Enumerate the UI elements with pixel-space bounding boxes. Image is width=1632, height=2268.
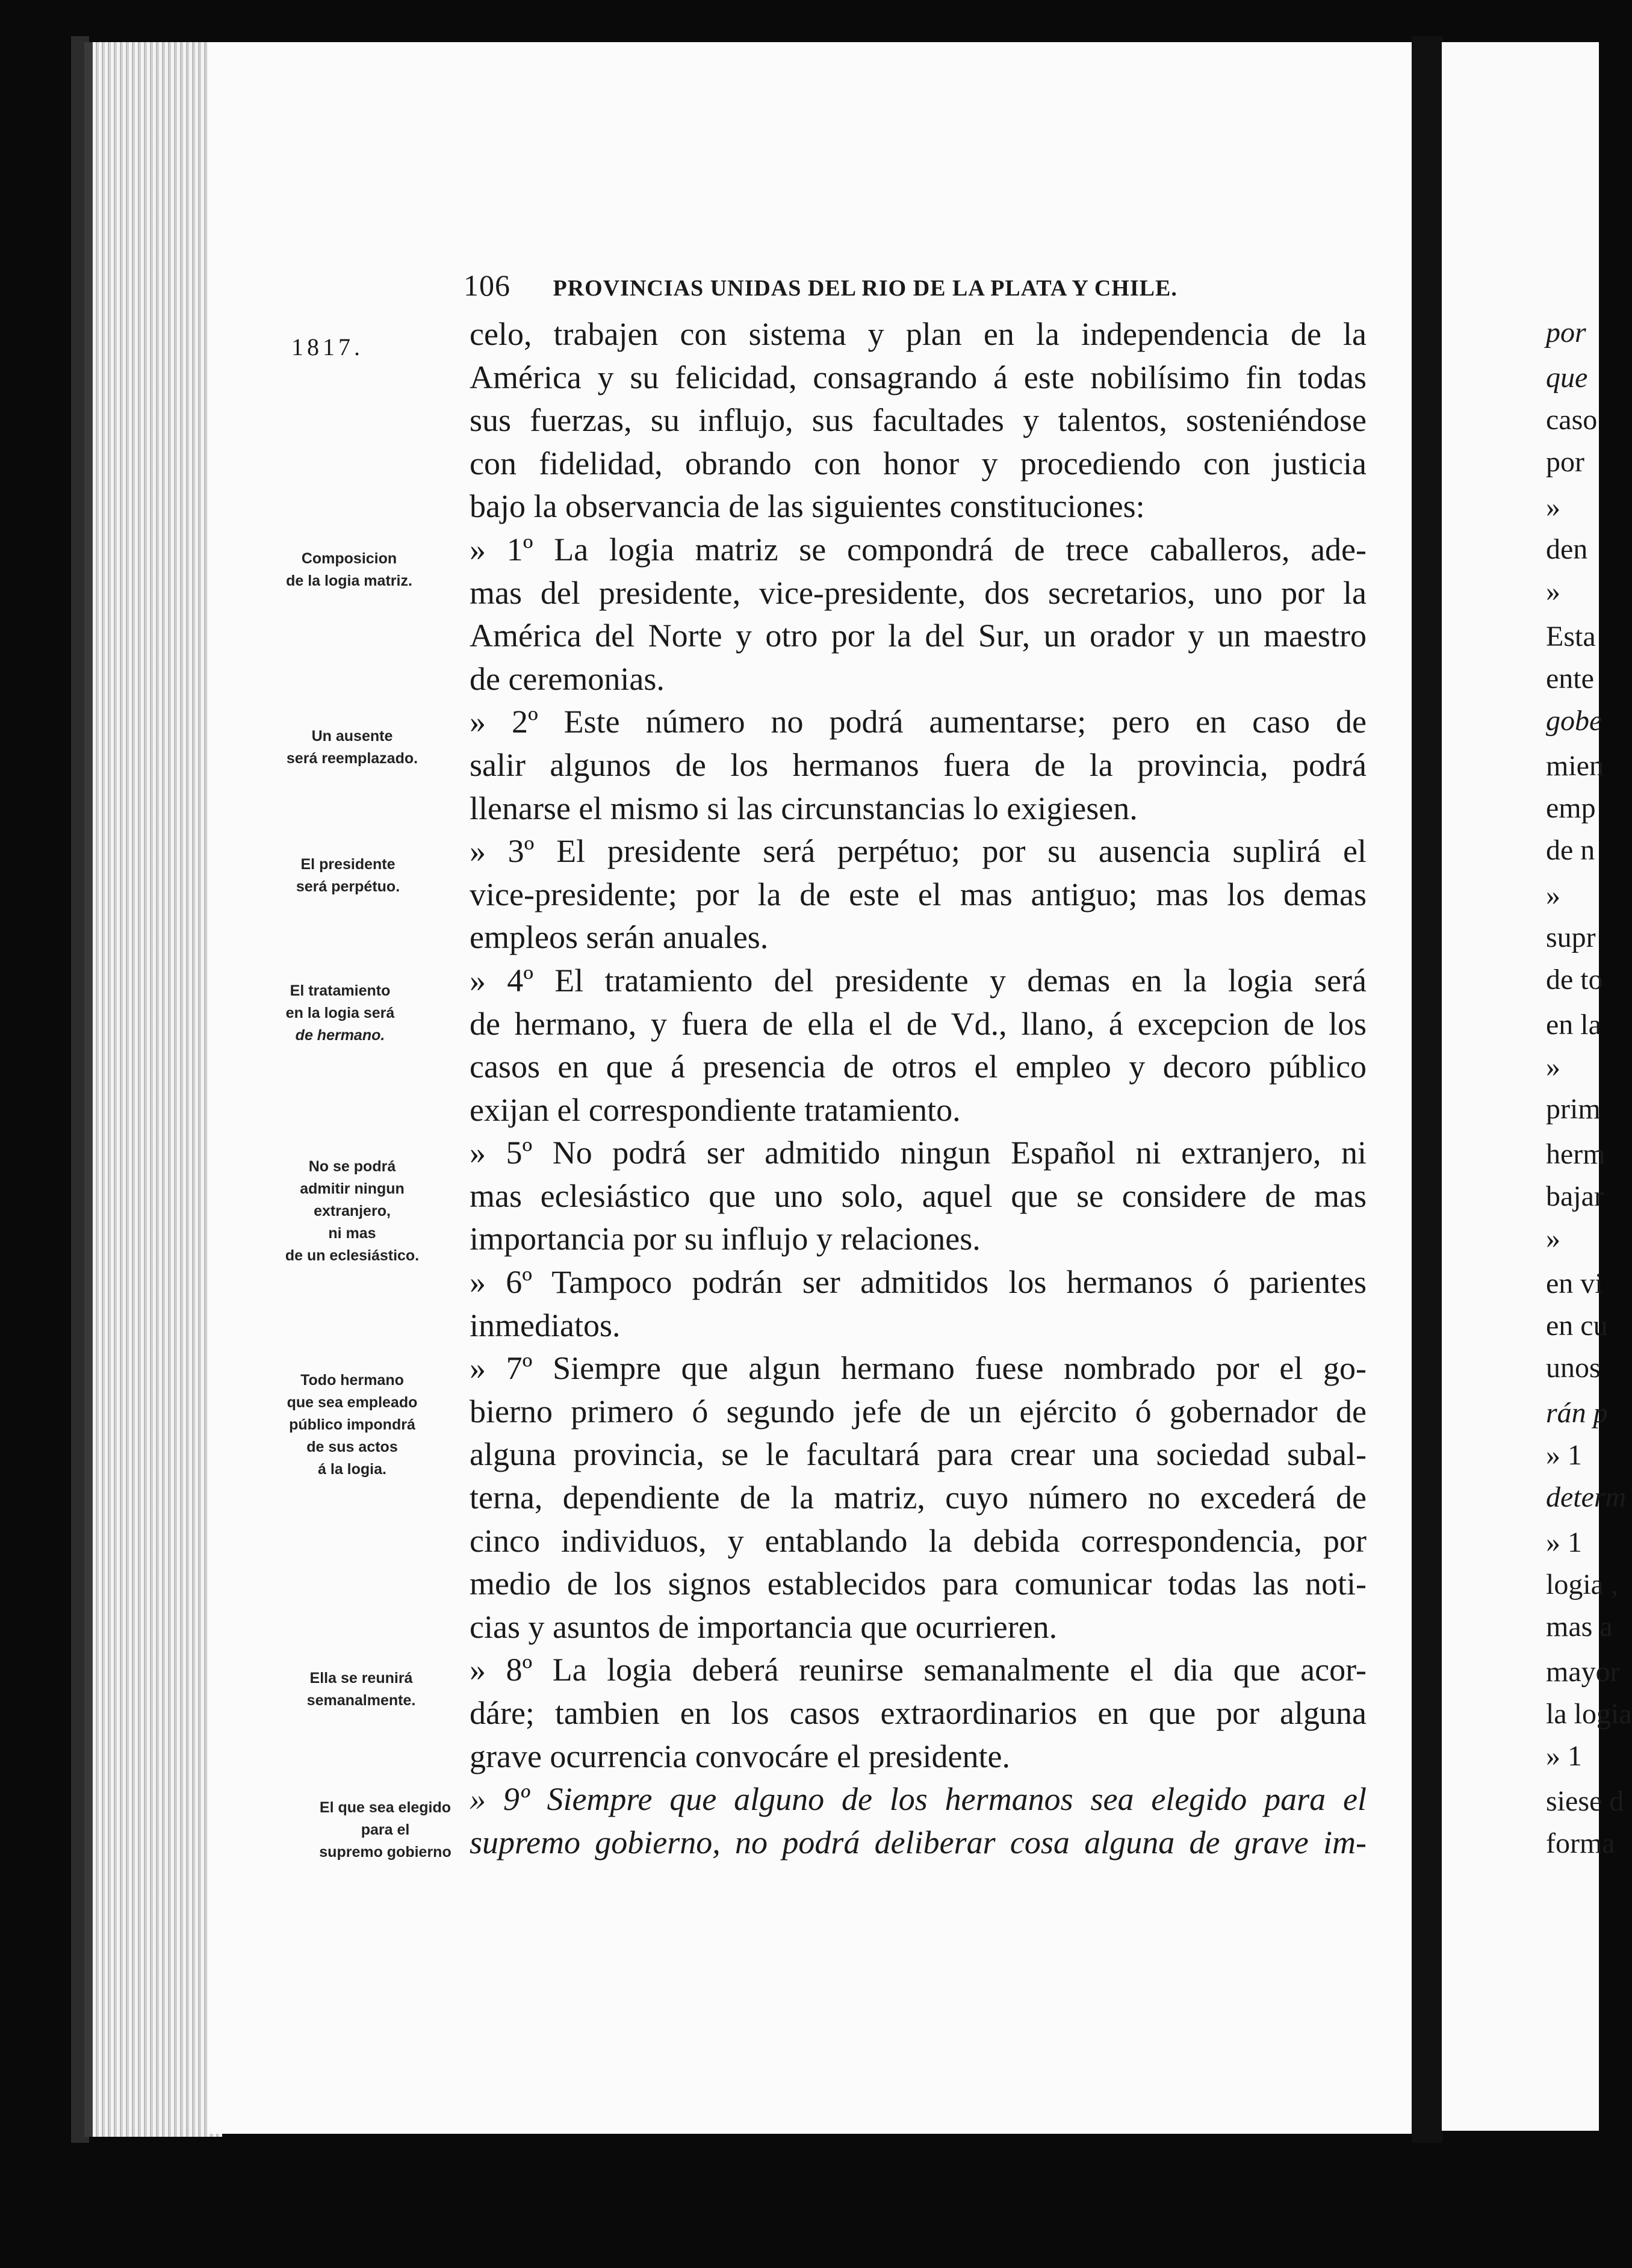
text-line: » 1º La logia matriz se compondrá de trece caballeros, ade-	[470, 531, 1367, 568]
margin-note-line: de la logia matriz.	[286, 572, 412, 589]
text-line: América del Norte y otro por la del Sur, un orador y un maestro	[470, 618, 1367, 654]
margin-note-reunira	[262, 1667, 461, 1712]
margin-note-line: ni mas	[328, 1225, 376, 1242]
right-page-line: forma	[1546, 1827, 1615, 1859]
page-edges	[84, 42, 222, 2137]
margin-note-tratamiento	[241, 980, 439, 1047]
right-page-line: » 1	[1546, 1439, 1582, 1471]
page-number: 106	[464, 268, 510, 302]
text-line: llenarse el mismo si las circunstancias lo exigiesen.	[470, 790, 1138, 826]
text-line: » 2º Este número no podrá aumentarse; pero en caso de	[470, 704, 1367, 740]
text-line: salir algunos de los hermanos fuera de la provincia, podrá	[470, 746, 1367, 783]
text-line: exijan el correspondiente tratamiento.	[470, 1091, 961, 1128]
text-line: alguna provincia, se le facultará para crear una sociedad subal-	[470, 1436, 1367, 1473]
book-gutter	[1412, 36, 1443, 2143]
text-line: grave ocurrencia convocáre el presidente.	[470, 1738, 1010, 1774]
right-page-line: supr	[1546, 922, 1596, 953]
margin-note-empleado	[253, 1369, 451, 1481]
margin-note-line: de sus actos	[306, 1439, 398, 1455]
margin-note-line: Un ausente	[311, 728, 393, 745]
right-page-line: »	[1546, 1051, 1560, 1083]
text-line: » 6º Tampoco podrán ser admitidos los hermanos ó parientes	[470, 1264, 1367, 1301]
right-page-line: ente	[1546, 663, 1594, 695]
right-page-line: mien	[1546, 750, 1604, 782]
right-page-line: »	[1546, 491, 1560, 523]
text-line: sus fuerzas, su influjo, sus facultades y talentos, sosteniéndose	[470, 402, 1367, 439]
text-line: » 4º El tratamiento del presidente y demas en la logia será	[470, 962, 1367, 999]
text-line: empleos serán anuales.	[470, 919, 769, 956]
right-page-line: siese d	[1546, 1785, 1624, 1817]
text-line: » 5º No podrá ser admitido ningun Español ni extranjero, ni	[470, 1135, 1367, 1171]
margin-note-line: Composicion	[301, 550, 397, 567]
running-header	[464, 268, 1246, 310]
right-page-line: » 1	[1546, 1526, 1582, 1558]
right-page-line: »	[1546, 1222, 1560, 1254]
margin-note-ausente	[253, 725, 451, 770]
right-page-line: caso	[1546, 404, 1598, 436]
margin-note-line: de hermano.	[295, 1027, 385, 1044]
margin-note-line: El tratamiento	[290, 982, 391, 999]
right-page-line: en cu	[1546, 1310, 1608, 1342]
margin-note-line: á la logia.	[318, 1461, 386, 1478]
margin-note-line: para el	[361, 1821, 410, 1838]
text-line: casos en que á presencia de otros el empleo y decoro público	[470, 1049, 1367, 1085]
margin-note-extranjero	[253, 1156, 451, 1267]
text-line: cinco individuos, y entablando la debida correspondencia, por	[470, 1522, 1367, 1559]
margin-note-line: público impondrá	[289, 1416, 415, 1433]
right-page-line: gobe	[1546, 705, 1603, 737]
text-line: cias y asuntos de importancia que ocurrieren.	[470, 1608, 1058, 1645]
text-line: mas del presidente, vice-presidente, dos secretarios, uno por la	[470, 574, 1367, 611]
right-page-line: logia ,	[1546, 1569, 1618, 1600]
right-page-line: herm	[1546, 1138, 1606, 1170]
right-page-line: den	[1546, 533, 1588, 565]
margin-note-line: extranjero,	[314, 1203, 391, 1219]
margin-note-line: Ella se reunirá	[309, 1670, 413, 1687]
right-page-line: Esta	[1546, 621, 1596, 652]
right-page-line: de to	[1546, 964, 1603, 996]
text-line: bierno primero ó segundo jefe de un ejército ó gobernador de	[470, 1393, 1367, 1430]
margin-note-line: No se podrá	[308, 1158, 396, 1175]
margin-note-line: en la logia será	[285, 1005, 395, 1021]
text-line: terna, dependiente de la matriz, cuyo número no excederá de	[470, 1479, 1367, 1516]
margin-note-presidente	[249, 854, 447, 898]
text-line: » 8º La logia deberá reunirse semanalmente el dia que acor-	[470, 1652, 1367, 1688]
right-page-line: »	[1546, 575, 1560, 607]
text-line: de ceremonias.	[470, 660, 665, 697]
body-text	[470, 313, 1367, 1864]
text-line: mas eclesiástico que uno solo, aquel que se considere de mas	[470, 1177, 1367, 1214]
margin-note-line: semanalmente.	[306, 1692, 416, 1709]
text-line: dáre; tambien en los casos extraordinarios en que por alguna	[470, 1695, 1367, 1731]
text-line: de hermano, y fuera de ella el de Vd., llano, á excepcion de los	[470, 1005, 1367, 1042]
text-line: con fidelidad, obrando con honor y procediendo con justicia	[470, 445, 1367, 482]
right-page-line: determ	[1546, 1481, 1627, 1513]
right-page-line: bajar	[1546, 1180, 1604, 1212]
right-page-line: »	[1546, 879, 1560, 911]
text-line: inmediatos.	[470, 1307, 621, 1343]
right-page-line: que	[1546, 362, 1588, 394]
right-page-line: por	[1546, 317, 1586, 349]
right-page-line: rán p	[1546, 1397, 1608, 1429]
text-line: supremo gobierno, no podrá deliberar cosa alguna de grave im-	[470, 1824, 1367, 1861]
right-page-line: mas a	[1546, 1611, 1613, 1643]
running-title: PROVINCIAS UNIDAS DEL RIO DE LA PLATA Y CHILE.	[553, 276, 1177, 301]
text-line: celo, trabajen con sistema y plan en la independencia de la	[470, 316, 1367, 352]
text-line: importancia por su influjo y relaciones.	[470, 1221, 981, 1257]
right-page-line: emp	[1546, 792, 1596, 824]
margin-note-line: admitir ningun	[300, 1180, 405, 1197]
right-page-line: unos	[1546, 1352, 1601, 1384]
margin-year: 1817.	[291, 333, 364, 361]
margin-note-line: de un eclesiástico.	[285, 1247, 420, 1264]
text-line: » 7º Siempre que algun hermano fuese nombrado por el go-	[470, 1350, 1367, 1387]
right-page-line: mayor	[1546, 1656, 1620, 1688]
margin-note-composicion	[250, 548, 448, 592]
right-page-line: de n	[1546, 834, 1595, 866]
margin-note-line: que sea empleado	[287, 1394, 418, 1411]
text-line: América y su felicidad, consagrando á este nobilísimo fin todas	[470, 359, 1367, 395]
text-line: vice-presidente; por la de este el mas antiguo; mas los demas	[470, 876, 1367, 912]
margin-note-supremo	[286, 1797, 485, 1864]
right-page-line: por	[1546, 446, 1584, 478]
right-page-line: prim	[1546, 1093, 1601, 1125]
right-page-line: la logia	[1546, 1698, 1632, 1730]
text-line: » 3º El presidente será perpétuo; por su ausencia suplirá el	[470, 833, 1367, 870]
margin-note-line: será reemplazado.	[286, 750, 418, 767]
right-page-line: en la	[1546, 1009, 1601, 1041]
right-page-line: » 1	[1546, 1740, 1582, 1772]
text-line: » 9º Siempre que alguno de los hermanos sea elegido para el	[470, 1781, 1367, 1818]
text-line: medio de los signos establecidos para comunicar todas las noti-	[470, 1566, 1367, 1602]
text-line: bajo la observancia de las siguientes constituciones:	[470, 488, 1145, 525]
margin-note-line: El que sea elegido	[319, 1799, 451, 1816]
margin-note-line: será perpétuo.	[296, 878, 400, 895]
right-page-line: en vi	[1546, 1268, 1603, 1300]
margin-note-line: El presidente	[300, 856, 396, 873]
margin-note-line: supremo gobierno	[319, 1844, 451, 1861]
margin-note-line: Todo hermano	[300, 1372, 404, 1389]
